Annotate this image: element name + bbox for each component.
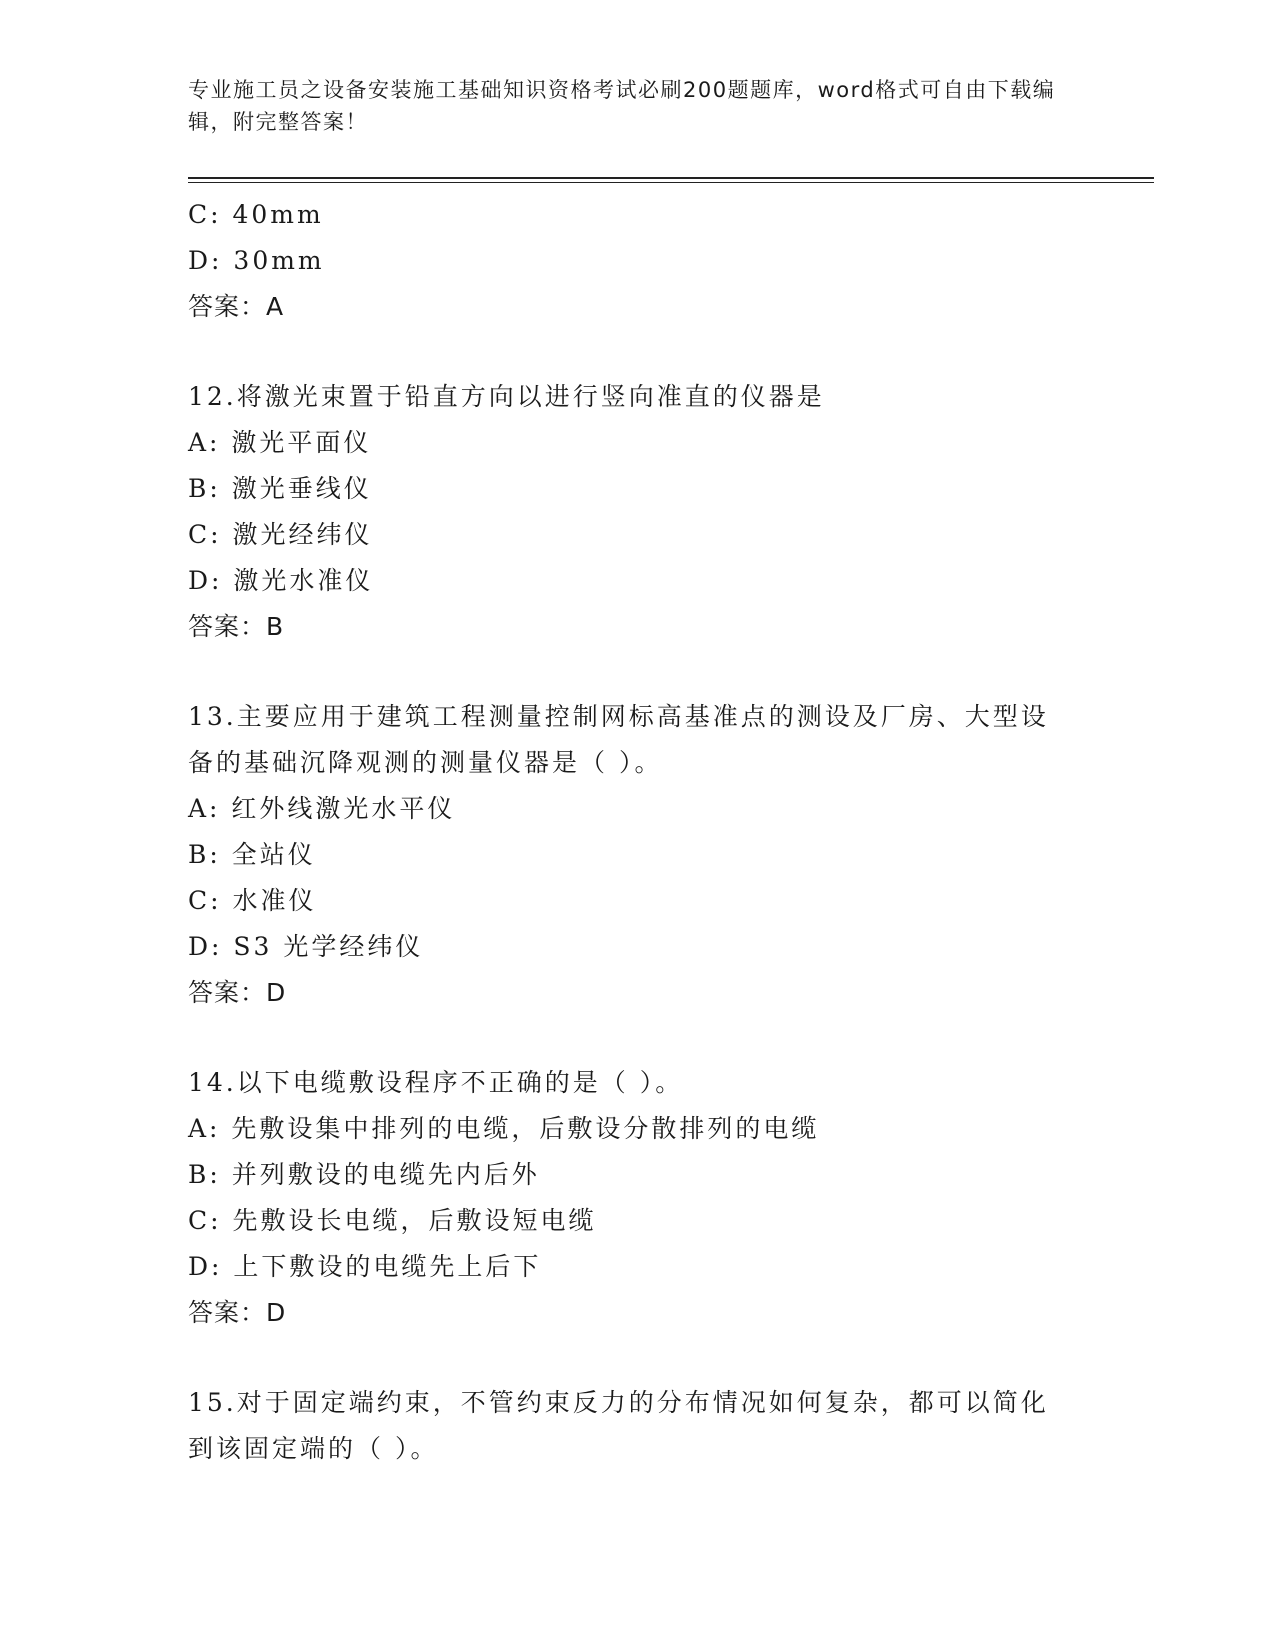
question-content <box>188 192 1088 1472</box>
option-c: C: 先敷设长电缆，后敷设短电缆 <box>188 1206 597 1235</box>
option-b: B: 全站仪 <box>188 840 316 869</box>
header-divider-thin <box>188 182 1154 183</box>
option-a: A: 激光平面仪 <box>188 428 372 457</box>
question-stem: 15.对于固定端约束，不管约束反力的分布情况如何复杂，都可以简化到该固定端的（ ）。 <box>188 1388 1049 1463</box>
question-stem: 12.将激光束置于铅直方向以进行竖向准直的仪器是 <box>188 382 825 411</box>
spacer <box>188 1336 1088 1380</box>
answer-line: 答案：B <box>188 612 285 641</box>
option-c: C: 激光经纬仪 <box>188 520 373 549</box>
option-c: C: 40mm <box>188 200 324 229</box>
option-d: D: 30mm <box>188 246 325 275</box>
question-11-tail <box>188 192 1088 330</box>
question-stem: 13.主要应用于建筑工程测量控制网标高基准点的测设及厂房、大型设备的基础沉降观测的测量仪器是（ ）。 <box>188 702 1049 777</box>
option-b: B: 并列敷设的电缆先内后外 <box>188 1160 540 1189</box>
answer-line: 答案：A <box>188 292 285 321</box>
question-15 <box>188 1380 1088 1472</box>
option-d: D: S3 光学经纬仪 <box>188 932 424 961</box>
question-14 <box>188 1060 1088 1336</box>
answer-line: 答案：D <box>188 1298 287 1327</box>
answer-line: 答案：D <box>188 978 287 1007</box>
header-divider-thick <box>188 177 1154 179</box>
option-d: D: 上下敷设的电缆先上后下 <box>188 1252 542 1281</box>
question-13 <box>188 694 1088 1016</box>
option-d: D: 激光水准仪 <box>188 566 374 595</box>
spacer <box>188 650 1088 694</box>
question-stem: 14.以下电缆敷设程序不正确的是（ ）。 <box>188 1068 684 1097</box>
question-12 <box>188 374 1088 650</box>
document-header: 专业施工员之设备安装施工基础知识资格考试必刷200题题库，word格式可自由下载编辑，附完整答案！ <box>188 78 1056 134</box>
option-a: A: 先敷设集中排列的电缆，后敷设分散排列的电缆 <box>188 1114 820 1143</box>
option-a: A: 红外线激光水平仪 <box>188 794 456 823</box>
spacer <box>188 330 1088 374</box>
option-c: C: 水准仪 <box>188 886 317 915</box>
spacer <box>188 1016 1088 1060</box>
option-b: B: 激光垂线仪 <box>188 474 372 503</box>
